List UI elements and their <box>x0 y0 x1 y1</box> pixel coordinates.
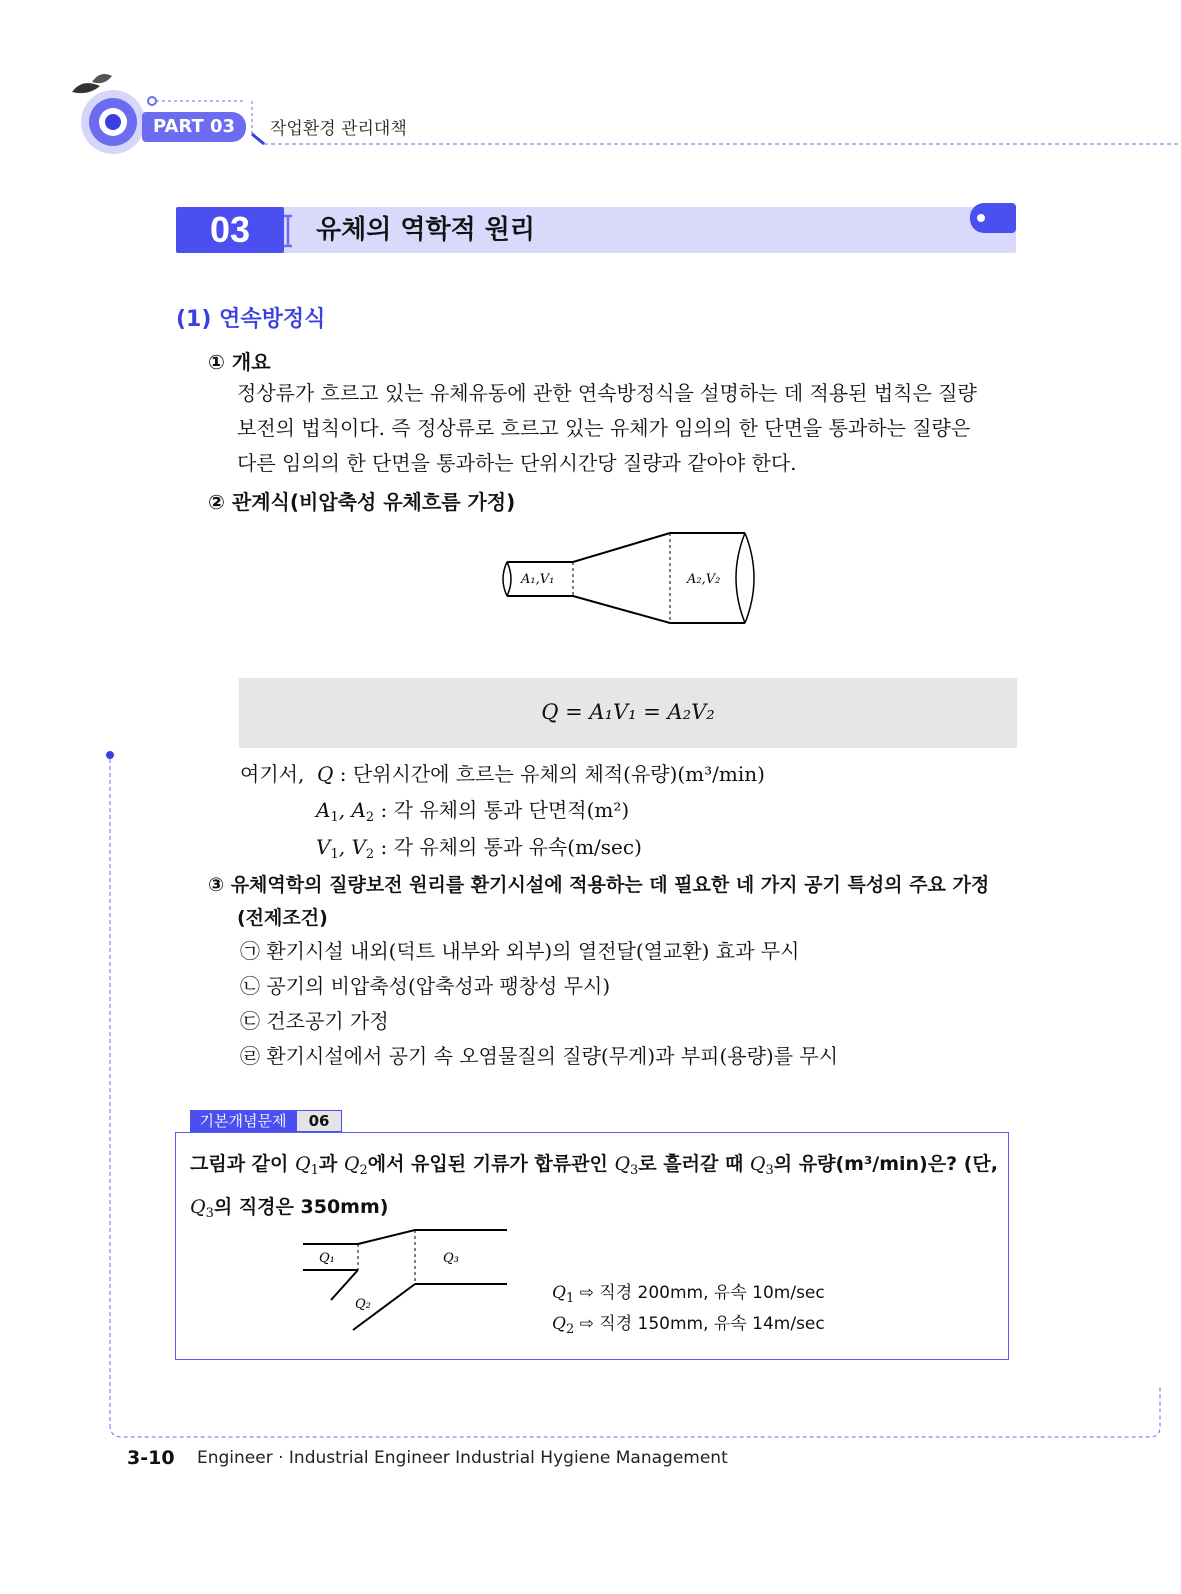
problem-label: 기본개념문제 <box>190 1110 296 1132</box>
section-title-bar <box>176 207 1016 253</box>
problem-number: 06 <box>296 1110 342 1132</box>
definition-a: $A_1$, $A_2$ : 각 유체의 통과 단면적(m²) <box>316 798 630 825</box>
leaf-icon <box>72 83 100 93</box>
diagram-label-left: A₁,V₁ <box>521 572 555 587</box>
section-title: 유체의 역학적 원리 <box>316 215 536 245</box>
where-prefix: 여기서, <box>240 762 305 786</box>
condition-text: ⇨ 직경 150mm, 유속 14m/sec <box>579 1314 825 1334</box>
list-item: ㉣ 환기시설에서 공기 속 오염물질의 질량(무게)과 부피(용량)를 무시 <box>240 1044 839 1068</box>
paragraph-line: 보전의 법칙이다. 즉 정상류로 흐르고 있는 유체가 임의의 한 단면을 통과하는 질량은 <box>237 416 971 440</box>
definition-v: $V_1$, $V_2$ : 각 유체의 통과 유속(m/sec) <box>316 835 642 862</box>
item-heading-assumptions: ③ 유체역학의 질량보전 원리를 환기시설에 적용하는 데 필요한 네 가지 공기 특성의 주요 가정 <box>208 874 990 896</box>
question-text: 과 <box>318 1153 338 1175</box>
header-decoration <box>0 0 1181 170</box>
list-item: ㉢ 건조공기 가정 <box>240 1009 389 1033</box>
paragraph-line: 다른 임의의 한 단면을 통과하는 단위시간당 질량과 같아야 한다. <box>237 451 797 475</box>
header-small-ring <box>148 97 156 105</box>
assumption-list <box>240 934 838 1074</box>
problem-question: 그림과 같이 $Q_1$과 $Q_2$에서 유입된 기류가 합류관인 $Q_3$로 흘러갈 때 $Q_3$의 유량(m³/min)은? (단, $Q_3$의 직경은 350mm) <box>190 1153 998 1221</box>
section-bracket <box>282 214 294 248</box>
definition-v-text: 각 유체의 통과 유속(m/sec) <box>393 835 642 859</box>
part-badge: PART 03 <box>142 112 246 142</box>
condition-q1: $Q_1$ ⇨ 직경 200mm, 유속 10m/sec <box>552 1283 825 1306</box>
leaf-icon <box>92 74 112 83</box>
question-text: 로 흘러갈 때 <box>638 1153 744 1175</box>
question-text: 의 유량(m³/min)은? (단, <box>773 1153 998 1175</box>
footer-text: Engineer · Industrial Engineer Industrial Hygiene Management <box>197 1448 728 1468</box>
list-item: ㉠ 환기시설 내외(덕트 내부와 외부)의 열전달(열교환) 효과 무시 <box>240 939 800 963</box>
item-heading-relation: ② 관계식(비압축성 유체흐름 가정) <box>208 490 516 514</box>
pipe-expansion-diagram <box>495 525 760 630</box>
chapter-title: 작업환경 관리대책 <box>270 119 407 139</box>
formula: Q = A₁V₁ = A₂V₂ <box>541 700 715 724</box>
condition-text: ⇨ 직경 200mm, 유속 10m/sec <box>579 1283 825 1303</box>
question-text: 에서 유입된 기류가 합류관인 <box>367 1153 608 1175</box>
section-number: 03 <box>209 209 251 250</box>
section-tag-dot <box>977 214 985 222</box>
item-heading-overview: ① 개요 <box>208 350 271 374</box>
item-heading-assumptions-cont: (전제조건) <box>237 907 328 929</box>
label-q2: Q₂ <box>355 1297 371 1312</box>
condition-q2: $Q_2$ ⇨ 직경 150mm, 유속 14m/sec <box>552 1314 825 1337</box>
label-q3: Q₃ <box>443 1251 459 1266</box>
junction-diagram <box>295 1222 515 1337</box>
paragraph-line: 정상류가 흐르고 있는 유체유동에 관한 연속방정식을 설명하는 데 적용된 법칙은 질량 <box>237 381 977 405</box>
question-text: 그림과 같이 <box>190 1153 289 1175</box>
definition-a-text: 각 유체의 통과 단면적(m²) <box>393 798 630 822</box>
overview-paragraph <box>237 376 1027 481</box>
page-number: 3-10 <box>127 1447 175 1469</box>
subsection-heading: (1) 연속방정식 <box>176 307 326 332</box>
diagram-label-right: A₂,V₂ <box>687 572 721 587</box>
label-q1: Q₁ <box>319 1251 335 1266</box>
definition-q-text: 단위시간에 흐르는 유체의 체적(유량)(m³/min) <box>352 762 765 786</box>
definition-q: 여기서, Q : 단위시간에 흐르는 유체의 체적(유량)(m³/min) <box>240 762 765 786</box>
list-item: ㉡ 공기의 비압축성(압축성과 팽창성 무시) <box>240 974 611 998</box>
question-text: 의 직경은 350mm) <box>213 1196 389 1218</box>
header-circle-core <box>105 114 121 130</box>
